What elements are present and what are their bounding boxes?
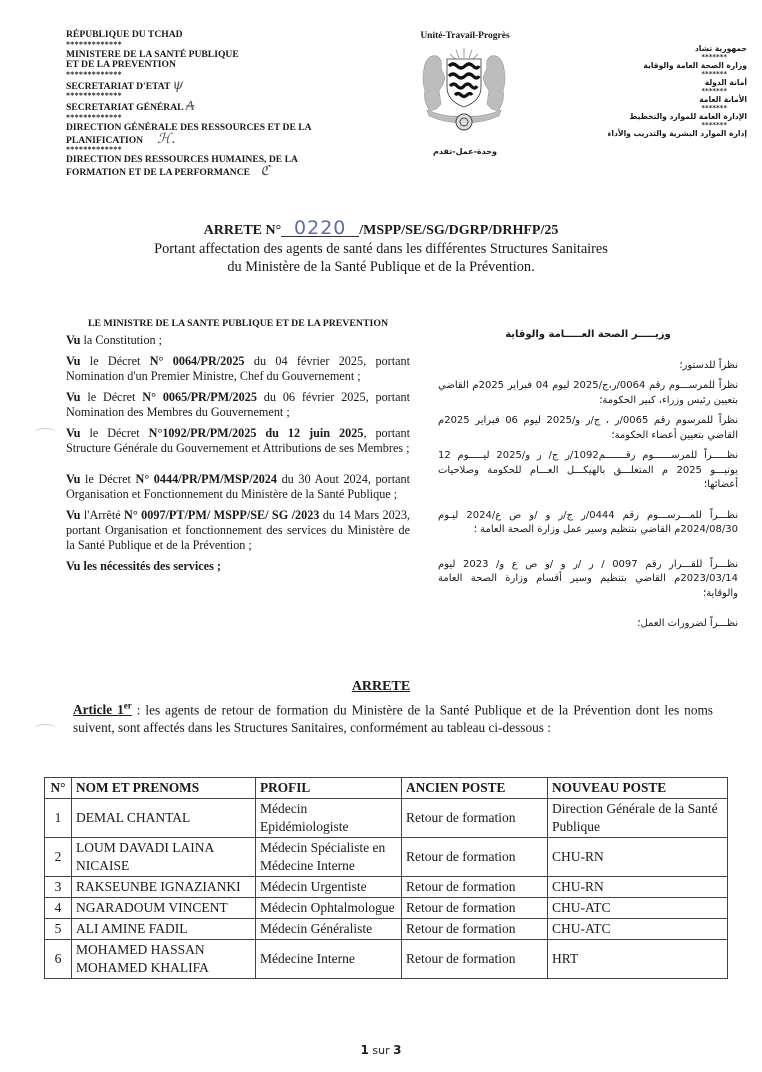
table-header-row (45, 778, 728, 799)
separator-stars: ******* (701, 87, 727, 95)
minister-heading-ar: وزيـــــر الصحة العـــــامة والوقاية (505, 329, 671, 340)
ar-drhfp: إدارة الموارد البشرية والتدريب والأداء (607, 129, 747, 138)
cell-name: NGARADOUM VINCENT (72, 898, 256, 919)
article-label: Article 1er (73, 701, 132, 718)
separator-stars: ************* (66, 145, 122, 155)
visa-item: Vu le Décret N°1092/PR/PM/2025 du 12 juin 2025, portant Structure Générale du Gouvernement et Attributions de ses Membres ; (66, 426, 410, 455)
arrete-number: 0220 (281, 220, 359, 237)
article-text: : les agents de retour de formation du Ministère de la Santé Publique et de la Prévention dont les noms suivent, sont affectés dans les Structures Sanitaires, conformément au tableau ci-dessous : (73, 702, 713, 736)
visas-arabic (438, 318, 738, 638)
cell-old-post: Retour de formation (402, 799, 548, 838)
visa-item: Vu l'Arrêté N° 0097/PT/PM/ MSPP/SE/ SG /2023 du 14 Mars 2023, portant Organisation et fonctionnement des services du Ministère de la Santé Publique et de la Prévention ; (66, 508, 410, 552)
subtitle-line1: Portant affectation des agents de santé dans les différentes Structures Sanitaires (154, 241, 608, 257)
separator-stars: ************* (66, 91, 122, 101)
cell-new-post: CHU-ATC (548, 919, 728, 940)
col-header-number: N° (45, 778, 72, 799)
secretariat-general: SECRETARIAT GÉNÉRAL (66, 102, 184, 114)
separator-stars: ******* (701, 70, 727, 78)
visa-item: Vu le Décret N° 0444/PR/PM/MSP/2024 du 30 Aout 2024, portant Organisation et Fonctionnement du Ministère de la Santé Publique ; (66, 472, 410, 501)
ar-secretariat-general: الأمانة العامة (699, 95, 747, 104)
drhfp-line2: FORMATION ET DE LA PERFORMANCE (66, 166, 251, 178)
ar-ministry: وزارة الصحة العامة والوقاية (643, 61, 747, 70)
punch-hole-mark (34, 724, 56, 733)
cell-old-post: Retour de formation (402, 838, 548, 877)
secretariat-etat: SECRETARIAT D'ETAT (66, 80, 171, 92)
punch-hole-mark (34, 428, 56, 437)
header-left (66, 30, 366, 178)
motto-arabic: وحدة-عمل-تقدم (433, 147, 497, 156)
cell-old-post: Retour de formation (402, 940, 548, 979)
cell-name: ALI AMINE FADIL (72, 919, 256, 940)
ar-republic: جمهورية تشاد (694, 44, 747, 53)
cell-number: 5 (45, 919, 72, 940)
initial-signature: ℋ. (157, 130, 176, 147)
col-header-profile: PROFIL (256, 778, 402, 799)
cell-name: RAKSEUNBE IGNAZIANKI (72, 877, 256, 898)
visa-item-ar: نظـــــراً للمرســــــوم رقـــــــم1092/ر ج/ ر و/2025 ليـــــوم 12 يونيـــو 2025 م المتعلـــق بالهيكـــل العـــام للحكومة وصلاحيات أعضائها؛ (438, 450, 738, 490)
cell-old-post: Retour de formation (402, 919, 548, 940)
visa-item-ar: نظـــراً لضرورات العمل؛ (637, 618, 738, 629)
agents-table (44, 777, 728, 979)
visa-item: Vu le Décret N° 0065/PR/PM/2025 du 06 février 2025, portant Nomination des Membres du Gouvernement ; (66, 390, 410, 419)
separator-stars: ******* (701, 121, 727, 129)
col-header-old-post: ANCIEN POSTE (402, 778, 548, 799)
visa-item: Vu les nécessités des services ; (66, 559, 221, 573)
cell-new-post: CHU-ATC (548, 898, 728, 919)
cell-number: 2 (45, 838, 72, 877)
cell-new-post: HRT (548, 940, 728, 979)
separator-stars: ************* (66, 39, 122, 49)
arrete-subtitle (0, 240, 762, 276)
table-row (45, 838, 728, 877)
cell-new-post: CHU-RN (548, 877, 728, 898)
table-row (45, 919, 728, 940)
separator-stars: ************* (66, 69, 122, 79)
visa-item-ar: نظراً للمرســـوم رقم 0064/ر،ج/2025 ليوم 04 فبراير 2025م القاضي بتعيين رئيس وزراء، كبير الحكومة؛ (438, 380, 738, 406)
cell-old-post: Retour de formation (402, 877, 548, 898)
ministry-line1: MINISTERE DE LA SANTÉ PUBLIQUE (66, 48, 239, 60)
table-row (45, 799, 728, 838)
cell-profile: Médecin Ophtalmologue (256, 898, 402, 919)
visa-item: Vu la Constitution ; (66, 333, 163, 347)
cell-profile: Médecin Spécialiste en Médecine Interne (256, 838, 402, 877)
cell-profile: Médecin Epidémiologiste (256, 799, 402, 838)
cell-profile: Médecin Généraliste (256, 919, 402, 940)
visa-item: Vu le Décret N° 0064/PR/2025 du 04 février 2025, portant Nomination d'un Premier Ministre, Chef du Gouvernement ; (66, 354, 410, 383)
coat-of-arms-icon (415, 44, 513, 136)
initial-signature: ℭ (260, 162, 270, 179)
visas-french (66, 318, 410, 580)
col-header-name: NOM ET PRENOMS (72, 778, 256, 799)
visa-item-ar: نظـــراً للمـــرســـوم رقم 0444/ر ج/ر و /و ص ع/2024 ليـوم 2024/08/30م القاضي بتنظيم وسير عمل وزارة الصحة العامة ؛ (438, 509, 739, 535)
arrete-title (0, 217, 762, 239)
cell-name: LOUM DAVADI LAINA NICAISE (72, 838, 256, 877)
page-current: 1 (360, 1043, 369, 1057)
page-number (0, 1043, 762, 1057)
cell-name: MOHAMED HASSAN MOHAMED KHALIFA (72, 940, 256, 979)
cell-number: 6 (45, 940, 72, 979)
republic-name: RÉPUBLIQUE DU TCHAD (66, 29, 183, 40)
arrete-suffix: /MSPP/SE/SG/DGRP/DRHFP/25 (359, 223, 559, 238)
table-row (45, 898, 728, 919)
arrete-prefix: ARRETE N° (203, 223, 282, 238)
visa-item-ar: نظـــراً للقـــرار رقم 0097 / ر /ر و /و ص ع و/ 2023 ليوم 2023/03/14م القاضي بتنظيم وسير أقسام وزارة الصحة العامة والوقاية؛ (438, 558, 738, 599)
dgrp-line2: PLANIFICATION (66, 134, 144, 146)
cell-profile: Médecin Urgentiste (256, 877, 402, 898)
arrete-heading: ARRETE (351, 679, 411, 694)
col-header-new-post: NOUVEAU POSTE (548, 778, 728, 799)
table-row (45, 877, 728, 898)
dgrp-line1: DIRECTION GÉNÉRALE DES RESSOURCES ET DE LA (66, 121, 312, 133)
separator-stars: ******* (701, 104, 727, 112)
separator-stars: ************* (66, 112, 122, 122)
motto-french: Unité-Travail-Progrès (420, 31, 510, 41)
ar-secretariat-etat: أمانة الدولة (704, 78, 747, 87)
drhfp-line1: DIRECTION DES RESSOURCES HUMAINES, DE LA (66, 154, 298, 166)
cell-profile: Médecine Interne (256, 940, 402, 979)
cell-old-post: Retour de formation (402, 898, 548, 919)
initial-signature: ψ (172, 76, 184, 93)
cell-number: 4 (45, 898, 72, 919)
page-separator: sur (368, 1044, 394, 1057)
initial-signature: ₳ (185, 98, 195, 115)
visa-item-ar: نظراً للدستور؛ (679, 359, 738, 371)
ministry-line2: ET DE LA PREVENTION (66, 59, 176, 71)
header-right-arabic (517, 44, 747, 139)
separator-stars: ******* (701, 53, 727, 61)
cell-number: 3 (45, 877, 72, 898)
page-total: 3 (393, 1043, 402, 1057)
subtitle-line2: du Ministère de la Santé Publique et de la Prévention. (227, 259, 535, 275)
cell-new-post: CHU-RN (548, 838, 728, 877)
article-1 (73, 697, 713, 737)
visa-item-ar: نظراً للمرسوم رقم 0065/ر ، ج/ر و/2025 ليوم 06 فبراير 2025م القاضي بتعيين أعضاء الحكومة؛ (438, 415, 738, 441)
cell-new-post: Direction Générale de la Santé Publique (548, 799, 728, 838)
ar-dgrp: الإدارة العامة للموارد والتخطيط (629, 112, 747, 121)
cell-number: 1 (45, 799, 72, 838)
table-row (45, 940, 728, 979)
cell-name: DEMAL CHANTAL (72, 799, 256, 838)
minister-heading-fr: LE MINISTRE DE LA SANTE PUBLIQUE ET DE LA PREVENTION (87, 318, 389, 329)
